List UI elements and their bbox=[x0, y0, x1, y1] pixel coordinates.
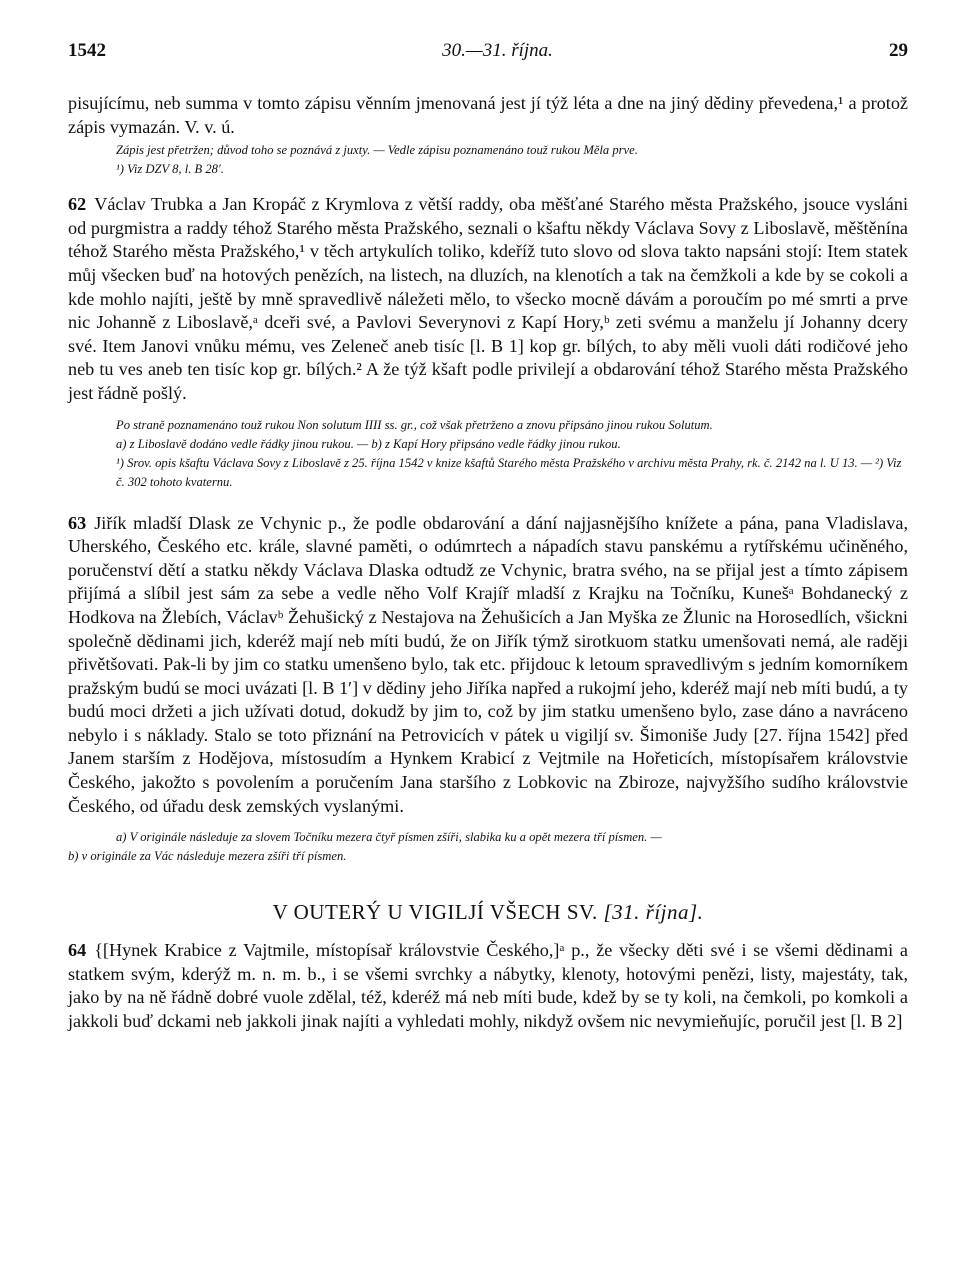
entry-62-paragraph bbox=[68, 193, 908, 405]
header-year: 1542 bbox=[68, 40, 106, 61]
entry-62-note-3-text: ¹) Srov. opis kšaftu Václava Sovy z Liboslavě z 25. října 1542 v knize kšaftů Starého města Pražského v archivu města Prahy, rk. č. 2142 na l. U 13. — ²) Viz č. 302 tohoto kvaternu. bbox=[116, 455, 902, 489]
running-header bbox=[68, 40, 908, 62]
entry-64-number: 64 bbox=[68, 940, 87, 961]
entry-62-text: Václav Trubka a Jan Kropáč z Krymlova z větší raddy, oba měšťané Starého města Pražského, jsouce vysláni od purgmistra a raddy téhož Starého města Pražského, seznali o kšaftu někdy Václava Sovy z Liboslavě, měštěnína téhož Starého města Pražského,¹ v těch artykulích toliko, kdeříž tuto slovo od slova takto napsáni stojí: Item statek můj všecken buď na hotových penězích, na listech, na dluzích, na klenotích a tak na čemžkoli a kde by se cokoli a kde mohlo najíti, ještě by mně spravedlivě náležeti mělo, to všecko mocně dávám a poroučím po mé smrti a prve nic Johanně z Liboslavě,ᵃ dceři své, a Pavlovi Severynovi z Kapí Hory,ᵇ zeti svému a manželu jí Johanny dcery své. Item Janovi vnůku mému, ves Zeleneč aneb tisíc [l. B 1] kop gr. bílých, to aby měli vuoli dáti rodičové jeho neb tu ves aneb ten tisíc kop gr. bílých.² A že týž kšaft podle privilejí a obdarování téhož Starého města Pražského jest řádně pošlý. bbox=[68, 194, 908, 403]
entry-62-note-1 bbox=[68, 416, 908, 435]
entry-63-text: Jiřík mladší Dlask ze Vchynic p., že podle obdarování a dání najjasnějšího knížete a pána, pana Vladislava, Uherského, Českého etc. krále, slavné paměti, o odúmrtech a nápadích stavu panskému a rytířskému učiněného, poručenství dětí a statku někdy Václava Dlaska odtudž ze Vchynic, bratra svého, na se přijal jest a tímto zápisem přijímá a slíbil jest sám za sebe a vedle něho Volf Krajíř mladší z Krajku na Točníku, Kunešᵃ Bohdanecký z Hodkova na Žlebích, Václavᵇ Žehušický z Nestajova na Žehušicích a Jan Myška ze Žlunic na Horosedlích, všickni společně dědinami jich, kderéž mají neb míti budú, že on Jiřík týmž sirotkuom statku umenšovati nemá, ale raději přivětšovati. Pak-li by jim co statku umenšeno bylo, tak etc. přijdouc k letoum spravedlivým s jedním komorníkem pražským budú se moci uvázati [l. B 1′] v dědiny jeho Jiříka napřed a rukojmí jeho, kderéž mají neb míti budú, a ty budú moci držeti a jich užívati dotud, dokudž by jim to, což by jim statku umenšeno bylo, zase dáno a navráceno nebylo i s náklady. Stalo se toto přiznání na Petrovicích v pátek u vigiljí sv. Šimoniše Judy [27. října 1542] před Janem starším z Hodějova, místosudím a Hynkem Krabicí z Vejtmile na Hořeticích, místopísařem královstvie Českého, jakožto s povolením a poručením Jana staršího z Lobkovic na Zbiroze, najvyžšího sudího královstvie Českého, od úřadu desk zemských vyslanými. bbox=[68, 512, 908, 816]
entry-63-number: 63 bbox=[68, 512, 87, 533]
entry-62-note-3 bbox=[68, 454, 908, 492]
entry-62-note-2-text: a) z Liboslavě dodáno vedle řádky jinou rukou. — b) z Kapí Hory připsáno vedle řádky jinou rukou. bbox=[116, 436, 621, 451]
entry-63-note-2-text: b) v originále za Vác následuje mezera zšíři tří písmen. bbox=[68, 849, 347, 864]
intro-footnote bbox=[68, 160, 908, 179]
header-date: 30.—31. října. bbox=[442, 40, 553, 61]
entry-62-number: 62 bbox=[68, 194, 87, 215]
entry-63-note-2 bbox=[68, 847, 908, 866]
intro-text: pisujícímu, neb summa v tomto zápisu věnním jmenovaná jest jí týž léta a dne na jiný dědiny převedena,¹ a protož zápis vymazán. V. v. ú. bbox=[68, 93, 908, 137]
entry-64-text: {[Hynek Krabice z Vajtmile, místopísař královstvie Českého,]ᵃ p., že všecky děti své i se všemi dědinami a statkem svým, kderýž m. n. m. b., i se všemi svrchky a nábytky, klenoty, hotovými penězi, listy, majestáty, tak, jako by na ně řádně dobré vuole zdělal, též, kderéž má neb míti bude, kdež by se ty koli, na čemkoli, po komkoli a jakkoli buď dckami neb jakkoli jinak najíti a vyhledati mohly, nikdyž ovšem nic nevymieňujíc, poručil jest [l. B 2] bbox=[68, 940, 908, 1032]
intro-footnote-text: ¹) Viz DZV 8, l. B 28′. bbox=[116, 162, 224, 177]
section-heading-title: V OUTERÝ U VIGILJÍ VŠECH SV. bbox=[272, 900, 598, 925]
section-heading-date: [31. října]. bbox=[603, 900, 704, 925]
page bbox=[68, 40, 908, 1034]
entry-63-note-1 bbox=[68, 828, 908, 847]
section-heading bbox=[68, 900, 908, 925]
entry-63-paragraph bbox=[68, 512, 908, 819]
page-number: 29 bbox=[888, 40, 908, 61]
intro-note-text: Zápis jest přetržen; důvod toho se poznává z juxty. — Vedle zápisu poznamenáno touž rukou Měla prve. bbox=[116, 143, 638, 158]
entry-62 bbox=[68, 193, 908, 491]
entry-64 bbox=[68, 939, 908, 1033]
entry-63-note-1-text: a) V originále následuje za slovem Točníku mezera čtyř písmen zšíři, slabika ku a opět mezera tří písmen. — bbox=[116, 830, 662, 845]
entry-62-note-1-text: Po straně poznamenáno touž rukou Non solutum IIII ss. gr., což však přetrženo a znovu připsáno jinou rukou Solutum. bbox=[116, 417, 713, 432]
entry-62-note-2 bbox=[68, 435, 908, 454]
intro-note bbox=[68, 141, 908, 160]
entry-63 bbox=[68, 512, 908, 867]
entry-64-paragraph bbox=[68, 939, 908, 1033]
